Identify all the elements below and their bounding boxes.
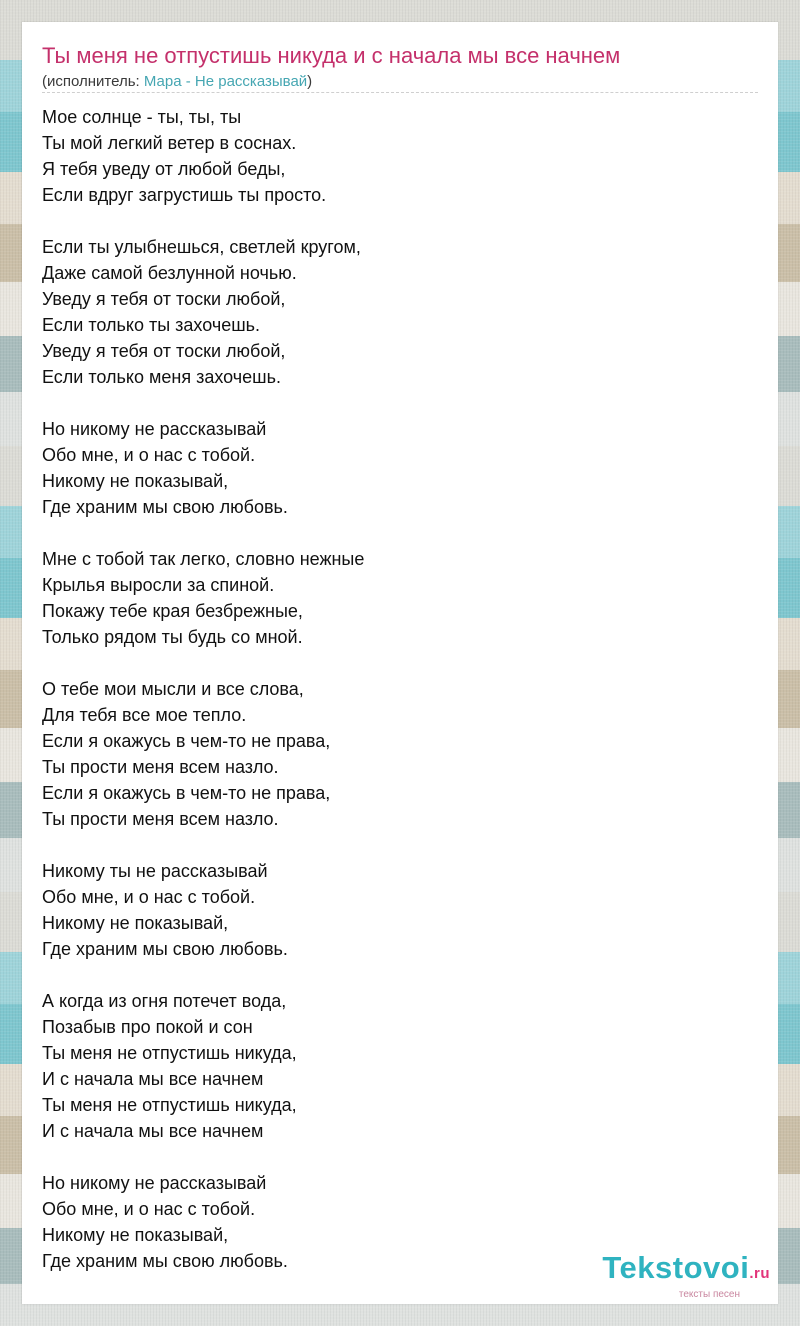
song-title: Ты меня не отпустишь никуда и с начала мы все начнем <box>42 43 621 68</box>
lyrics-line: Уведу я тебя от тоски любой, <box>42 289 286 309</box>
lyrics-stanza <box>42 104 742 208</box>
logo-tagline: тексты песен <box>678 1289 740 1300</box>
lyrics-line: Никому ты не рассказывай <box>42 861 268 881</box>
lyrics-line: Если только меня захочешь. <box>42 367 281 387</box>
lyrics-line: И с начала мы все начнем <box>42 1121 264 1141</box>
performer-prefix: (исполнитель: <box>42 73 144 90</box>
lyrics-line: Уведу я тебя от тоски любой, <box>42 341 286 361</box>
performer-line <box>42 72 758 91</box>
lyrics-line: Покажу тебе края безбрежные, <box>42 601 303 621</box>
lyrics-body <box>42 104 742 1300</box>
lyrics-line: Обо мне, и о нас с тобой. <box>42 887 256 907</box>
lyrics-line: Ты мой легкий ветер в соснах. <box>42 133 297 153</box>
logo-wordmark <box>602 1252 770 1290</box>
lyrics-stanza <box>42 546 742 650</box>
lyrics-line: Даже самой безлунной ночью. <box>42 263 297 283</box>
lyrics-line: Позабыв про покой и сон <box>42 1017 253 1037</box>
lyrics-line: Никому не показывай, <box>42 1225 229 1245</box>
lyrics-line: Если вдруг загрустишь ты просто. <box>42 185 327 205</box>
lyrics-line: Где храним мы свою любовь. <box>42 1251 288 1271</box>
lyrics-line: Если ты улыбнешься, светлей кругом, <box>42 237 361 257</box>
lyrics-line: И с начала мы все начнем <box>42 1069 264 1089</box>
lyrics-line: Где храним мы свою любовь. <box>42 497 288 517</box>
lyrics-line: Ты прости меня всем назло. <box>42 809 279 829</box>
lyrics-stanza <box>42 416 742 520</box>
lyrics-line: Обо мне, и о нас с тобой. <box>42 445 256 465</box>
lyrics-line: Обо мне, и о нас с тобой. <box>42 1199 256 1219</box>
lyrics-card <box>22 22 778 1304</box>
performer-link[interactable]: Мара - Не рассказывай <box>143 73 308 90</box>
lyrics-stanza <box>42 858 742 962</box>
lyrics-line: Если только ты захочешь. <box>42 315 261 335</box>
logo-suffix: .ru <box>749 1265 770 1282</box>
header-divider <box>42 92 758 93</box>
lyrics-line: Ты прости меня всем назло. <box>42 757 279 777</box>
lyrics-stanza <box>42 988 742 1144</box>
lyrics-line: Мое солнце - ты, ты, ты <box>42 107 242 127</box>
song-header <box>42 42 758 91</box>
lyrics-line: Мне с тобой так легко, словно нежные <box>42 549 365 569</box>
lyrics-line: Только рядом ты будь со мной. <box>42 627 303 647</box>
lyrics-line: Если я окажусь в чем-то не права, <box>42 783 331 803</box>
logo-main-text: Tekstovoi <box>602 1250 750 1285</box>
lyrics-line: А когда из огня потечет вода, <box>42 991 287 1011</box>
lyrics-line: Ты меня не отпустишь никуда, <box>42 1043 297 1063</box>
lyrics-line: Ты меня не отпустишь никуда, <box>42 1095 297 1115</box>
lyrics-stanza <box>42 676 742 832</box>
site-logo[interactable] <box>602 1252 770 1300</box>
lyrics-line: Никому не показывай, <box>42 471 229 491</box>
lyrics-line: Где храним мы свою любовь. <box>42 939 288 959</box>
lyrics-line: Но никому не рассказывай <box>42 419 267 439</box>
lyrics-line: Но никому не рассказывай <box>42 1173 267 1193</box>
lyrics-line: Никому не показывай, <box>42 913 229 933</box>
performer-suffix: ) <box>307 73 313 90</box>
lyrics-line: Крылья выросли за спиной. <box>42 575 275 595</box>
lyrics-line: Я тебя уведу от любой беды, <box>42 159 286 179</box>
lyrics-line: О тебе мои мысли и все слова, <box>42 679 304 699</box>
lyrics-line: Если я окажусь в чем-то не права, <box>42 731 331 751</box>
lyrics-line: Для тебя все мое тепло. <box>42 705 247 725</box>
lyrics-stanza <box>42 234 742 390</box>
